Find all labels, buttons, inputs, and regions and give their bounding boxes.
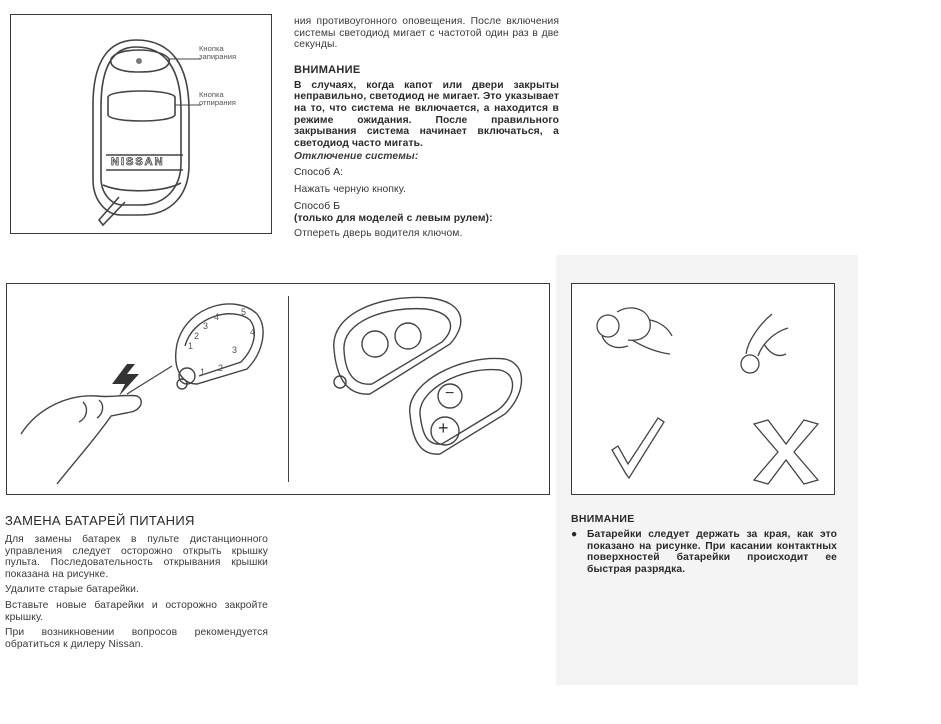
- right-warning-text: Батарейки следует держать за края, как это показано на рисунке. При касании контактных поверхностей батарейки происходит ее быстрая разрядка.: [587, 529, 837, 575]
- top-text-column: [294, 16, 559, 240]
- fob-figure: [10, 14, 272, 234]
- battery-handling-drawing: [572, 284, 836, 496]
- battery-minus-sign: −: [445, 385, 455, 402]
- battery-plus-sign: +: [438, 418, 449, 438]
- warning-paragraph: В случаях, когда капот или двери закрыты неправильно, светодиод не мигает. Это указывает на то, что система не включается, а находится в режиме ожидания. После правильного закрывания система начинает включаться, а светодиод часто мигать.: [294, 79, 559, 149]
- method-b-text: Отпереть дверь водителя ключом.: [294, 228, 463, 240]
- method-b-subheading: (только для моделей с левым рулем):: [294, 212, 493, 224]
- open-number: 1: [200, 367, 206, 377]
- open-number: 4: [250, 327, 256, 337]
- lock-button-label: Кнопка запирания: [199, 44, 237, 61]
- right-warning-section: [571, 513, 837, 575]
- open-number: 3: [203, 321, 209, 331]
- method-b-heading: Способ Б: [294, 201, 341, 213]
- battery-section-title: ЗАМЕНА БАТАРЕЙ ПИТАНИЯ: [5, 513, 195, 528]
- open-number: 2: [218, 363, 224, 373]
- method-a-text: Нажать черную кнопку.: [294, 183, 406, 195]
- nissan-logo: NISSAN: [111, 156, 165, 168]
- open-number: 1: [188, 341, 194, 351]
- battery-handling-figure: [571, 283, 835, 495]
- open-number: 4: [214, 312, 220, 322]
- bullet-icon: ●: [571, 529, 578, 540]
- unlock-button-label: Кнопка отпирания: [199, 90, 236, 107]
- disable-heading: Отключение системы:: [294, 151, 419, 163]
- battery-paragraph-1: Для замены батарек в пульте дистанционного управления следует осторожно открыть крышку пульта. Последовательность открывания крышки показана на рисунке.: [5, 534, 268, 580]
- opening-figure: [6, 283, 550, 495]
- open-number: 5: [241, 307, 247, 317]
- warning-bullet-item: [571, 529, 837, 575]
- right-warning-heading: ВНИМАНИЕ: [571, 513, 635, 525]
- battery-paragraph-3: Вставьте новые батарейки и осторожно закройте крышку.: [5, 599, 268, 623]
- battery-paragraph-4: При возникновении вопросов рекомендуется обратиться к дилеру Nissan.: [5, 627, 268, 650]
- battery-section: [5, 513, 268, 650]
- arrow-icon: [112, 364, 139, 396]
- intro-paragraph: ния противоугонного оповещения. После включения системы светодиод мигает с частотой один раз в две секунды.: [294, 16, 559, 51]
- method-a-heading: Способ А:: [294, 166, 344, 178]
- fob-halves-drawing: [290, 284, 552, 496]
- battery-paragraph-2: Удалите старые батарейки.: [5, 584, 139, 596]
- warning-heading: ВНИМАНИЕ: [294, 63, 361, 76]
- open-number: 3: [232, 345, 238, 355]
- open-number: 2: [194, 331, 200, 341]
